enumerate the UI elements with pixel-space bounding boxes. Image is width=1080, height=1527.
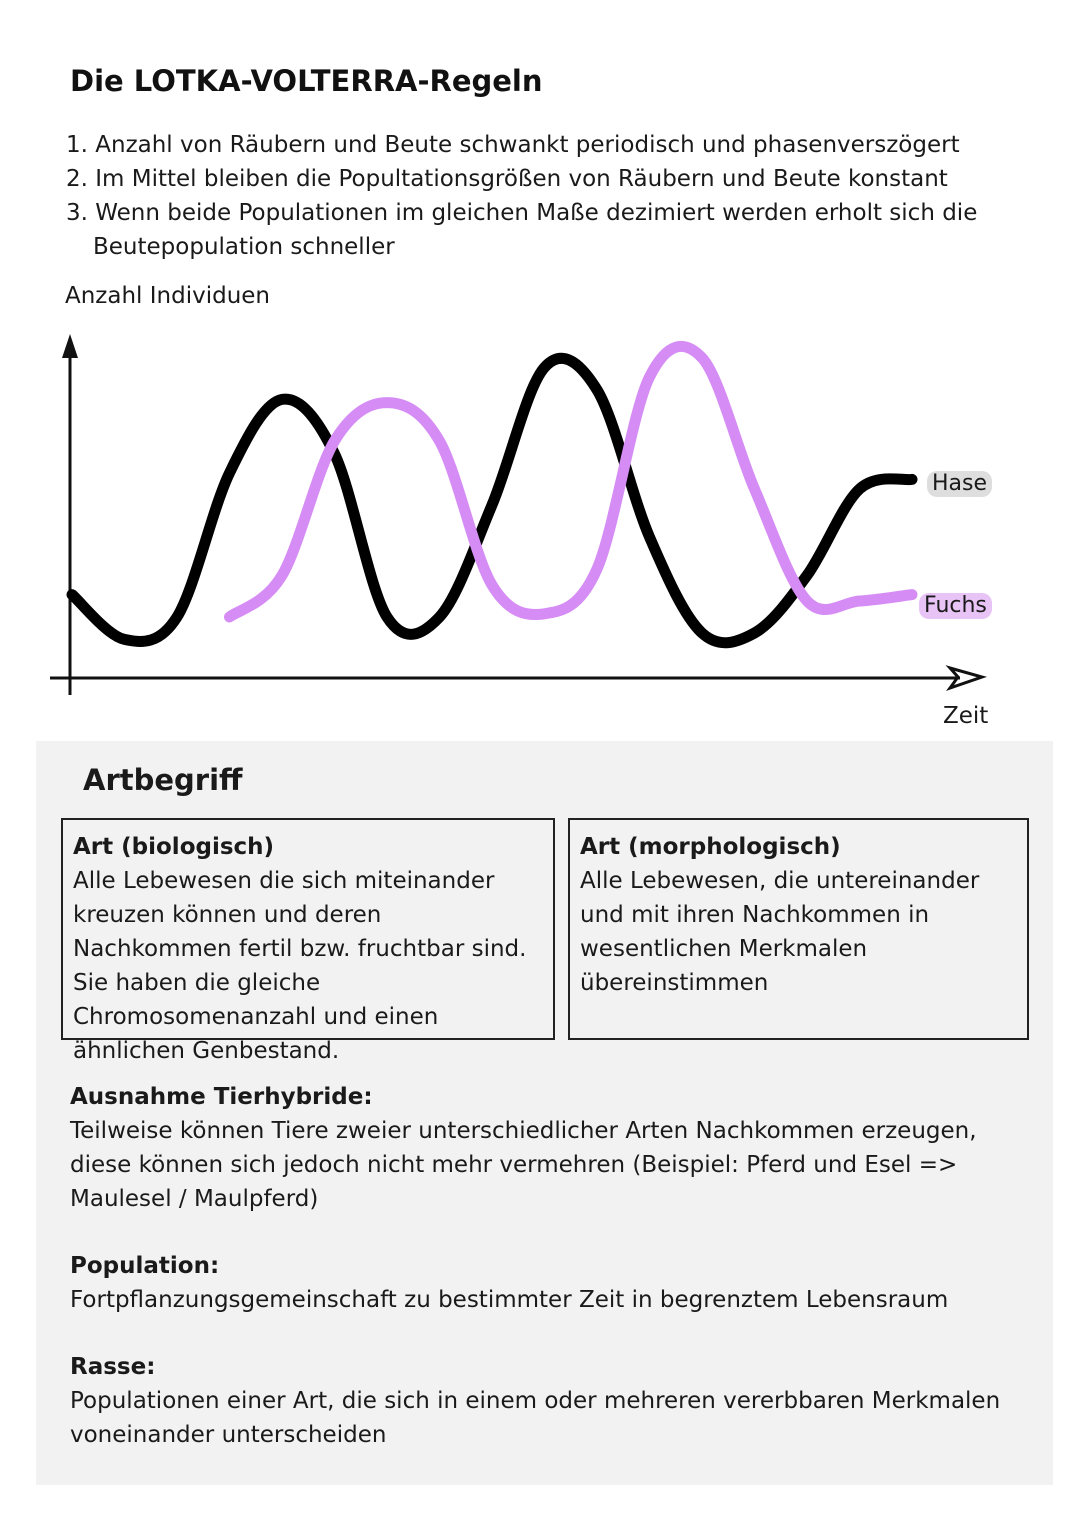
artbegriff-heading: Artbegriff	[83, 763, 243, 797]
series-line-hase	[72, 358, 912, 642]
definition-text: Populationen einer Art, die sich in einem oder mehreren vererbbaren Merkmalen voneinander unterscheiden	[70, 1388, 1001, 1448]
box-title: Art (morphologisch)	[580, 834, 841, 860]
definition-title: Ausnahme Tierhybride:	[70, 1084, 373, 1110]
legend-fuchs: Fuchs	[919, 593, 992, 619]
rule-item: 2. Im Mittel bleiben die Popultationsgrößen von Räubern und Beute konstant	[66, 166, 948, 192]
definition-title: Population:	[70, 1253, 220, 1279]
lotka-volterra-chart	[0, 320, 1080, 700]
box-art-morphologisch	[568, 818, 1029, 1040]
definition-text: Teilweise können Tiere zweier unterschiedlicher Arten Nachkommen erzeugen, diese können sich jedoch nicht mehr vermehren (Beispiel: Pferd und Esel => Maulesel / Maulpferd)	[70, 1118, 977, 1212]
y-axis-arrow	[62, 334, 78, 358]
definition-rasse	[70, 1350, 1045, 1452]
page-title: Die LOTKA-VOLTERRA-Regeln	[70, 64, 543, 98]
x-axis-label: Zeit	[943, 703, 989, 729]
y-axis-label: Anzahl Individuen	[65, 283, 271, 309]
definition-title: Rasse:	[70, 1354, 156, 1380]
rule-item: 3. Wenn beide Populationen im gleichen Maße dezimiert werden erholt sich die Beutepopulation schneller	[66, 200, 978, 260]
definition-text: Fortpflanzungsgemeinschaft zu bestimmter Zeit in begrenztem Lebensraum	[70, 1287, 949, 1313]
box-art-biologisch	[61, 818, 555, 1064]
box-text: Alle Lebewesen die sich miteinander kreuzen können und deren Nachkommen fertil bzw. fruchtbar sind. Sie haben die gleiche Chromosomenanzahl und einen ähnlichen Genbestand.	[73, 868, 527, 1064]
definition-tierhybride	[70, 1080, 1045, 1216]
rule-item: 1. Anzahl von Räubern und Beute schwankt periodisch und phasenverszögert	[66, 132, 960, 158]
definition-population	[70, 1249, 1045, 1317]
rules-list	[66, 128, 1026, 264]
box-text: Alle Lebewesen, die untereinander und mit ihren Nachkommen in wesentlichen Merkmalen übereinstimmen	[580, 868, 980, 996]
legend-hase: Hase	[927, 471, 992, 497]
box-title: Art (biologisch)	[73, 834, 275, 860]
